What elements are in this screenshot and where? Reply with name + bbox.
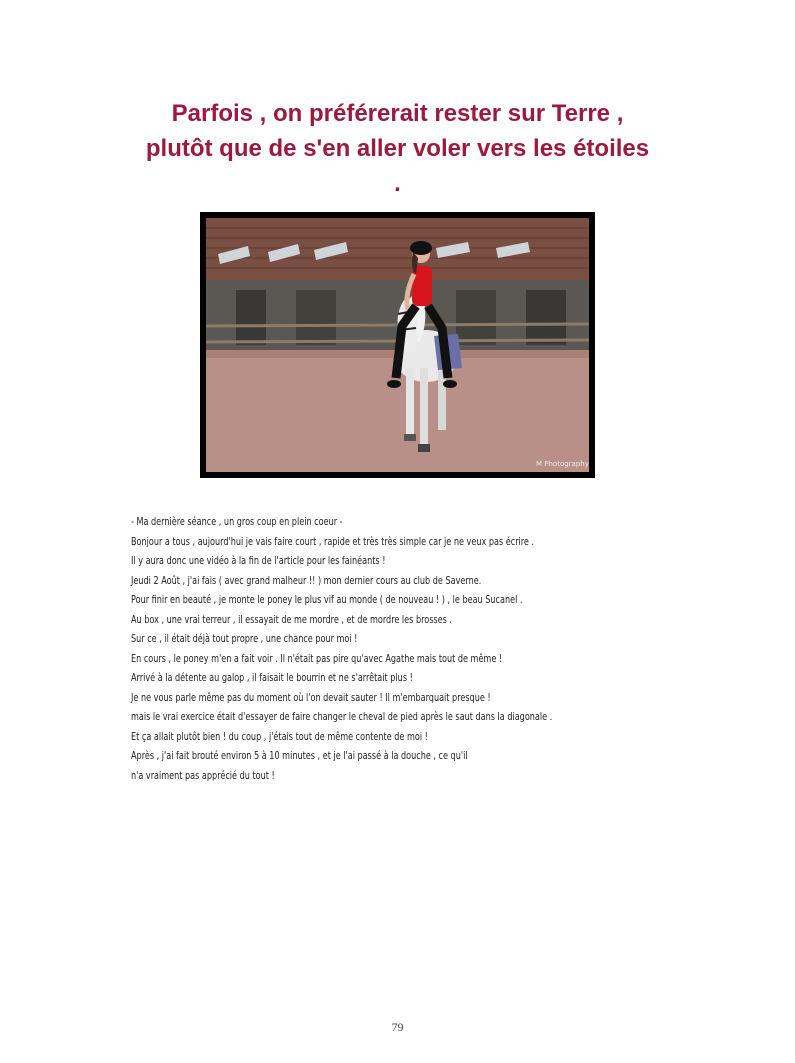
body-line: Pour finir en beauté , je monte le poney le plus vif au monde ( de nouveau ! ) , le beau Sucanel . — [131, 594, 523, 606]
body-line: Bonjour a tous , aujourd'hui je vais faire court , rapide et très très simple car je ne veux pas écrire . — [131, 535, 535, 548]
body-line: Il y aura donc une vidéo à la fin de l'article pour les fainéants ! — [131, 555, 386, 567]
body-line: Je ne vous parle même pas du moment où l'on devait sauter ! Il m'embarquait presque ! — [131, 691, 491, 704]
body-line: - Ma dernière séance , un gros coup en plein coeur - — [131, 516, 343, 528]
title-line-3: . — [394, 170, 401, 197]
body-line: En cours , le poney m'en a fait voir . Il n'était pas pire qu'avec Agathe mais tout de même ! — [131, 652, 503, 665]
body-line: Jeudi 2 Août , j'ai fais ( avec grand malheur !! ) mon dernier cours au club de Saverne. — [131, 574, 482, 587]
body-line: Sur ce , il était déjà tout propre , une chance pour moi ! — [131, 633, 358, 645]
body-line: Et ça allait plutôt bien ! du coup , j'étais tout de même contente de moi ! — [131, 730, 428, 743]
page-title — [110, 96, 685, 201]
photo-watermark: M Photography — [536, 460, 589, 468]
body-line: Après , j'ai fait brouté environ 5 à 10 minutes , et je l'ai passé à la douche , ce qu'il — [131, 750, 468, 762]
page-number: 79 — [391, 1020, 404, 1034]
horse-riding-photo — [200, 212, 595, 478]
body-line: Arrivé à la détente au galop , il faisait le bourrin et ne s'arrêtait plus ! — [131, 672, 413, 684]
body-line: Au box , une vrai terreur , il essayait de me mordre , et de mordre les brosses . — [131, 613, 453, 626]
body-line: mais le vrai exercice était d'essayer de faire changer le cheval de pied après le saut dans la diagonale . — [131, 711, 553, 723]
body-line: n'a vraiment pas apprécié du tout ! — [131, 769, 275, 782]
title-line-1: Parfois , on préférerait rester sur Terre , — [171, 100, 624, 127]
title-line-2: plutôt que de s'en aller voler vers les étoiles — [145, 135, 650, 162]
photo-illustration — [206, 218, 589, 472]
article-body — [131, 513, 568, 786]
